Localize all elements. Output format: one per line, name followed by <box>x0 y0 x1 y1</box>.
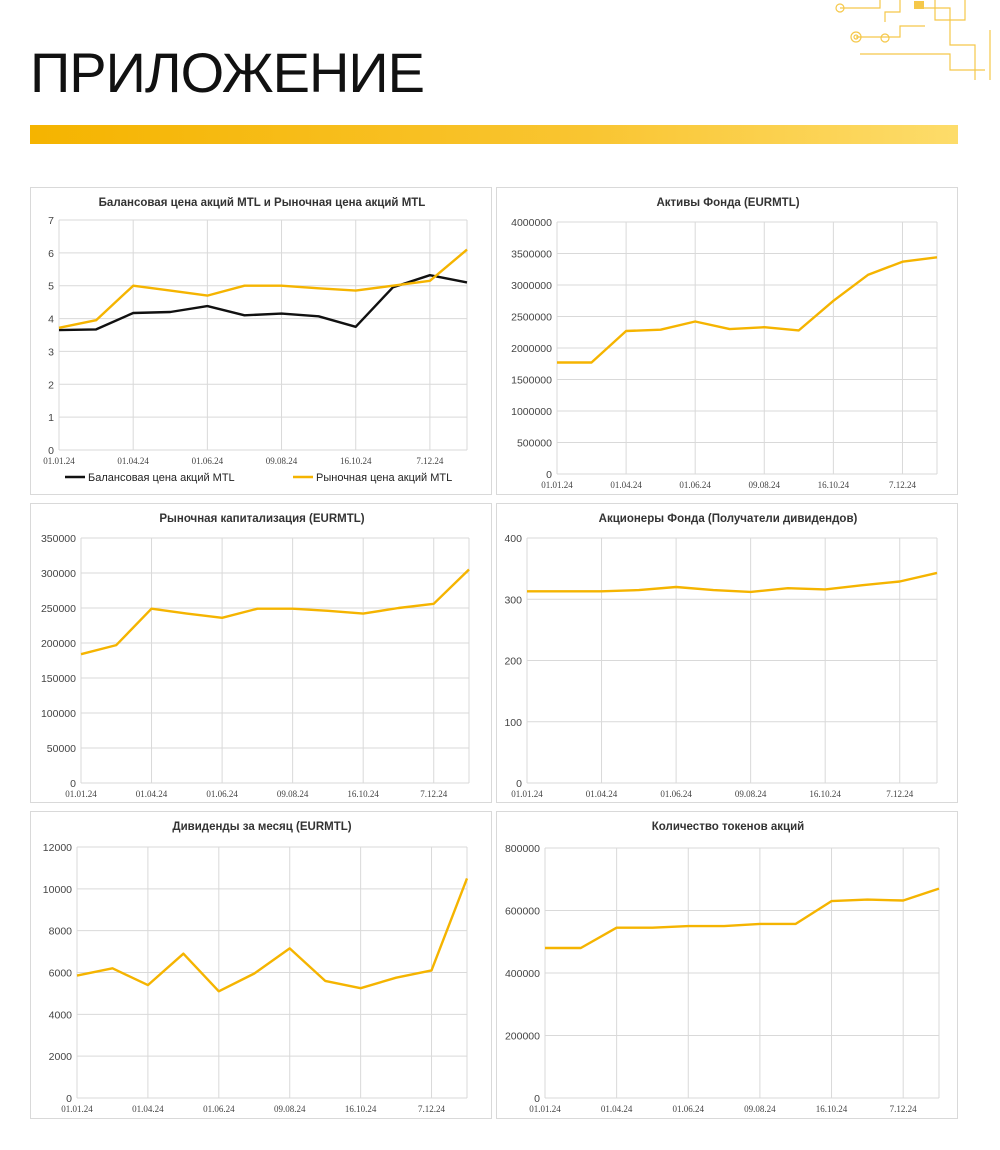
chart-title: Дивиденды за месяц (EURMTL) <box>172 821 352 833</box>
y-tick-label: 3000000 <box>511 280 552 292</box>
y-tick-label: 350000 <box>40 533 76 545</box>
y-tick-label: 1 <box>48 412 54 425</box>
x-tick-label: 09.08.24 <box>734 789 767 799</box>
y-tick-label: 2000000 <box>511 343 552 355</box>
chart-shareholders-svg <box>497 504 959 804</box>
y-tick-label: 300 <box>504 594 522 607</box>
y-tick-label: 2 <box>48 379 54 392</box>
y-tick-label: 1000000 <box>511 406 552 418</box>
series-line-1 <box>527 573 937 592</box>
series-line-1 <box>81 570 469 655</box>
x-tick-label: 01.06.24 <box>191 456 224 466</box>
y-tick-label: 0 <box>516 778 522 790</box>
x-tick-label: 7.12.24 <box>416 456 444 466</box>
x-tick-label: 01.01.24 <box>529 1104 561 1114</box>
chart-dividends <box>30 811 492 1119</box>
x-tick-label: 01.06.24 <box>203 1104 235 1114</box>
series-line-1 <box>557 257 937 362</box>
x-tick-label: 09.08.24 <box>748 480 781 490</box>
x-tick-label: 7.12.24 <box>888 480 916 490</box>
y-tick-label: 10000 <box>42 883 72 896</box>
page-title: ПРИЛОЖЕНИЕ <box>30 41 425 104</box>
y-tick-label: 0 <box>70 778 76 790</box>
chart-tokens <box>496 811 958 1119</box>
x-tick-label: 01.06.24 <box>679 480 711 490</box>
x-tick-label: 01.06.24 <box>206 789 238 799</box>
y-tick-label: 0 <box>546 469 552 481</box>
y-tick-label: 800000 <box>504 843 540 855</box>
x-tick-label: 7.12.24 <box>420 789 448 799</box>
x-tick-label: 09.08.24 <box>744 1104 776 1114</box>
chart-dividends-svg <box>31 812 493 1120</box>
y-tick-label: 200000 <box>504 1030 540 1043</box>
x-tick-label: 7.12.24 <box>889 1104 917 1114</box>
x-tick-label: 01.04.24 <box>135 789 168 799</box>
x-tick-label: 01.06.24 <box>672 1104 705 1114</box>
chart-price-svg <box>31 188 493 496</box>
x-tick-label: 09.08.24 <box>276 789 309 799</box>
chart-shareholders <box>496 503 958 803</box>
y-tick-label: 7 <box>48 215 54 227</box>
chart-title: Активы Фонда (EURMTL) <box>656 197 800 209</box>
x-tick-label: 01.04.24 <box>585 789 618 799</box>
y-tick-label: 1500000 <box>511 374 552 387</box>
x-tick-label: 09.08.24 <box>273 1104 306 1114</box>
y-tick-label: 250000 <box>40 603 76 615</box>
chart-assets <box>496 187 958 495</box>
x-tick-label: 16.10.24 <box>809 789 841 799</box>
chart-capitalization-svg <box>31 504 493 804</box>
chart-capitalization <box>30 503 492 803</box>
y-tick-label: 3500000 <box>511 248 552 261</box>
y-tick-label: 150000 <box>40 673 76 685</box>
x-tick-label: 01.06.24 <box>660 789 692 799</box>
y-tick-label: 300000 <box>40 568 76 580</box>
x-tick-label: 01.04.24 <box>600 1104 633 1114</box>
y-tick-label: 0 <box>534 1093 540 1105</box>
y-tick-label: 600000 <box>504 905 540 918</box>
y-tick-label: 0 <box>48 445 54 457</box>
y-tick-label: 400000 <box>504 968 540 980</box>
x-tick-label: 01.01.24 <box>511 789 543 799</box>
y-tick-label: 500000 <box>516 437 552 450</box>
x-tick-label: 16.10.24 <box>815 1104 848 1114</box>
x-tick-label: 01.01.24 <box>541 480 573 490</box>
y-tick-label: 3 <box>48 346 54 359</box>
legend-label: Рыночная цена акций MTL <box>316 472 453 484</box>
y-tick-label: 6000 <box>48 967 72 980</box>
x-tick-label: 09.08.24 <box>265 456 298 466</box>
x-tick-label: 01.04.24 <box>132 1104 164 1114</box>
chart-tokens-svg <box>497 812 959 1120</box>
series-line-2 <box>59 250 467 328</box>
x-tick-label: 16.10.24 <box>817 480 850 490</box>
series-line-1 <box>545 889 939 948</box>
chart-title: Количество токенов акций <box>651 821 805 833</box>
y-tick-label: 200000 <box>40 638 76 650</box>
chart-title: Балансовая цена акций MTL и Рыночная цена акций MTL <box>98 197 426 209</box>
chart-title: Рыночная капитализация (EURMTL) <box>159 513 365 525</box>
x-tick-label: 7.12.24 <box>886 789 914 799</box>
y-tick-label: 100000 <box>40 708 76 720</box>
x-tick-label: 01.01.24 <box>43 456 75 466</box>
x-tick-label: 01.01.24 <box>61 1104 93 1114</box>
y-tick-label: 5 <box>48 280 54 293</box>
x-tick-label: 01.04.24 <box>117 456 149 466</box>
y-tick-label: 4 <box>48 313 54 326</box>
y-tick-label: 2000 <box>48 1051 72 1064</box>
chart-price <box>30 187 492 495</box>
accent-bar <box>30 125 958 144</box>
legend-label: Балансовая цена акций MTL <box>88 472 235 484</box>
series-line-1 <box>77 878 467 991</box>
y-tick-label: 400 <box>504 533 522 545</box>
circuit-decoration <box>800 0 1000 80</box>
x-tick-label: 7.12.24 <box>418 1104 446 1114</box>
y-tick-label: 4000000 <box>511 217 552 229</box>
x-tick-label: 16.10.24 <box>347 789 379 799</box>
chart-assets-svg <box>497 188 959 496</box>
y-tick-label: 0 <box>66 1093 72 1105</box>
x-tick-label: 16.10.24 <box>344 1104 377 1114</box>
y-tick-label: 6 <box>48 247 54 260</box>
y-tick-label: 12000 <box>42 842 72 854</box>
y-tick-label: 4000 <box>48 1009 72 1022</box>
x-tick-label: 01.01.24 <box>65 789 97 799</box>
x-tick-label: 16.10.24 <box>339 456 372 466</box>
y-tick-label: 100 <box>504 716 522 729</box>
y-tick-label: 2500000 <box>511 311 552 324</box>
y-tick-label: 50000 <box>46 743 76 755</box>
y-tick-label: 8000 <box>48 925 72 938</box>
x-tick-label: 01.04.24 <box>610 480 642 490</box>
y-tick-label: 200 <box>504 655 522 668</box>
chart-title: Акционеры Фонда (Получатели дивидендов) <box>598 513 858 525</box>
